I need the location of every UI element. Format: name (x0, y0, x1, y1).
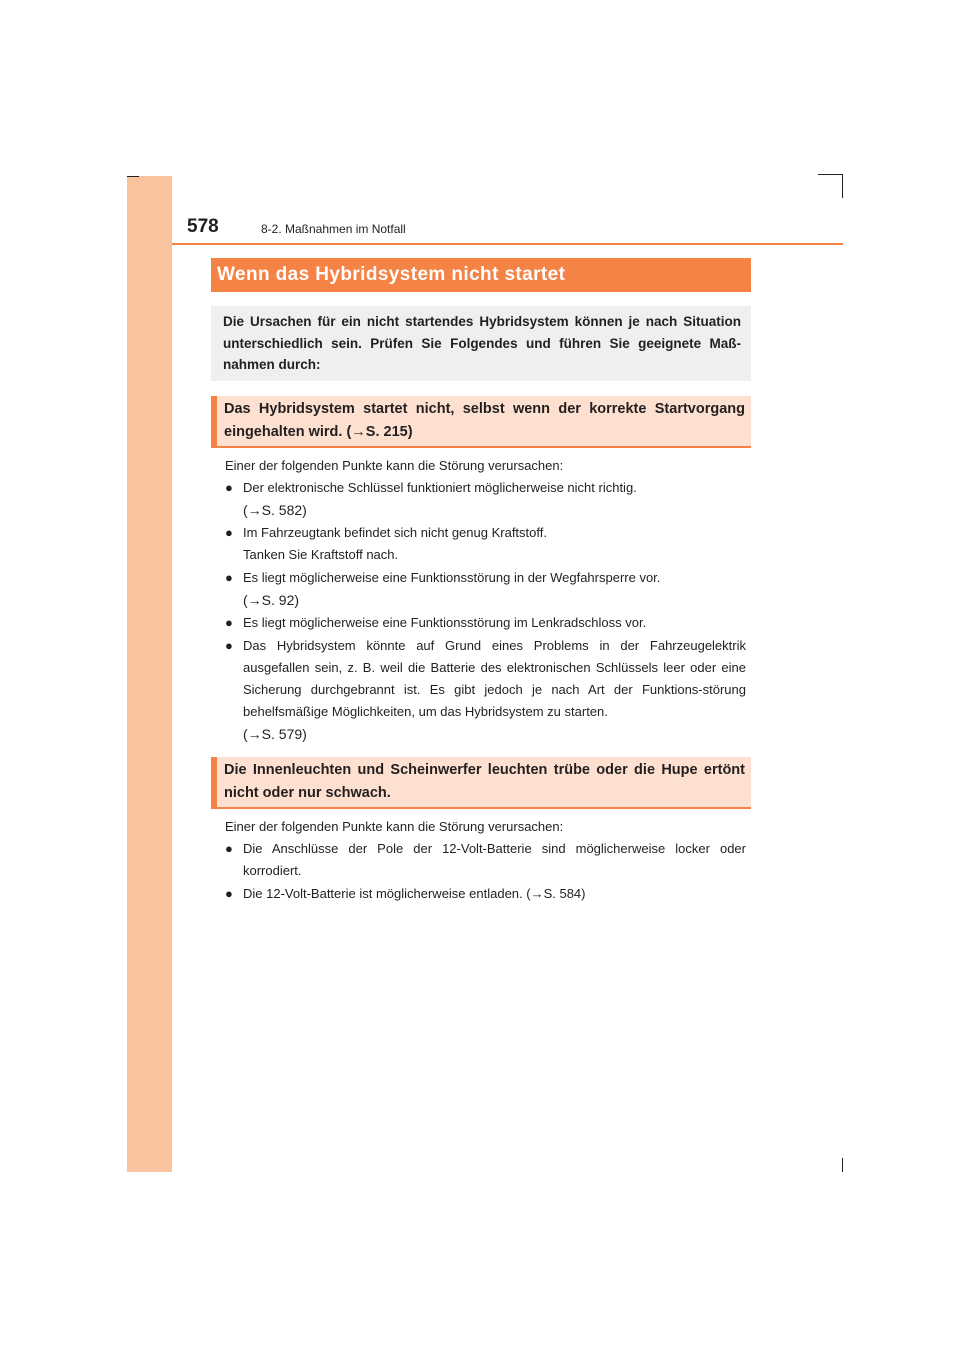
list-item (225, 635, 746, 745)
list-item (225, 612, 746, 634)
crop-mark-top-right-v (842, 174, 843, 198)
list-item-extra: Tanken Sie Kraftstoff nach. (243, 547, 399, 562)
header-rule (172, 243, 843, 245)
bullet-icon: ● (225, 638, 233, 653)
list-item-text: Es liegt möglicherweise eine Funktionsstörung in der Wegfahrsperre vor. (243, 570, 661, 585)
section-label: 8-2. Maßnahmen im Notfall (261, 222, 406, 236)
list-item (225, 522, 746, 566)
list-item (225, 838, 746, 882)
crop-mark-bottom-right (842, 1158, 843, 1172)
list-item-text: Im Fahrzeugtank befindet sich nicht genug Kraftstoff. (243, 525, 547, 540)
page-number: 578 (187, 216, 219, 237)
list-item-extra: (→S. 582) (243, 502, 307, 518)
section-heading-2: Die Innenleuchten und Scheinwerfer leuchten trübe oder die Hupe ertönt nicht oder nur schwach. (211, 757, 751, 809)
list-item-text: Es liegt möglicherweise eine Funktionsstörung im Lenkradschloss vor. (243, 615, 647, 630)
section-lead: Einer der folgenden Punkte kann die Störung verursachen: (225, 819, 564, 834)
section-heading-1: Das Hybridsystem startet nicht, selbst wenn der korrekte Startvorgang eingehalten wird. (→S. 215) (211, 396, 751, 448)
crop-mark-top-right-h (818, 174, 843, 175)
section-body-2 (225, 816, 746, 905)
bullet-icon: ● (225, 480, 233, 495)
list-item (225, 477, 746, 521)
list-item-text: Die Anschlüsse der Pole der 12-Volt-Batterie sind möglicherweise locker oder korrodiert. (243, 841, 746, 878)
bullet-icon: ● (225, 570, 233, 585)
intro-box: Die Ursachen für ein nicht startendes Hybridsystem können je nach Situation unterschiedlich sein. Prüfen Sie Folgendes und führen Sie geeignete Maß-nahmen durch: (211, 306, 751, 381)
bullet-icon: ● (225, 615, 233, 630)
bullet-icon: ● (225, 525, 233, 540)
list-item (225, 567, 746, 611)
bullet-icon: ● (225, 841, 233, 856)
section-lead: Einer der folgenden Punkte kann die Störung verursachen: (225, 458, 564, 473)
list-item (225, 883, 746, 905)
list-item-text: Die 12-Volt-Batterie ist möglicherweise entladen. (→S. 584) (243, 886, 586, 901)
section-body-1 (225, 455, 746, 745)
list-item-text: Das Hybridsystem könnte auf Grund eines Problems in der Fahrzeugelektrik ausgefallen sein, z. B. weil die Batterie des elektronischen Schlüssels leer oder eine Sicherung durchgebrannt ist. Es gibt jedoch je nach Art der Funktions-störung behelfsmäßige Möglichkeiten, um das Hybridsystem zu starten. (243, 638, 746, 719)
list-item-extra: (→S. 92) (243, 592, 300, 608)
bullet-icon: ● (225, 886, 233, 901)
chapter-sidebar-tab (127, 176, 172, 1172)
page-title: Wenn das Hybridsystem nicht startet (211, 258, 751, 292)
crop-mark-top-left (127, 176, 139, 177)
list-item-text: Der elektronische Schlüssel funktioniert möglicherweise nicht richtig. (243, 480, 637, 495)
list-item-extra: (→S. 579) (243, 726, 307, 742)
